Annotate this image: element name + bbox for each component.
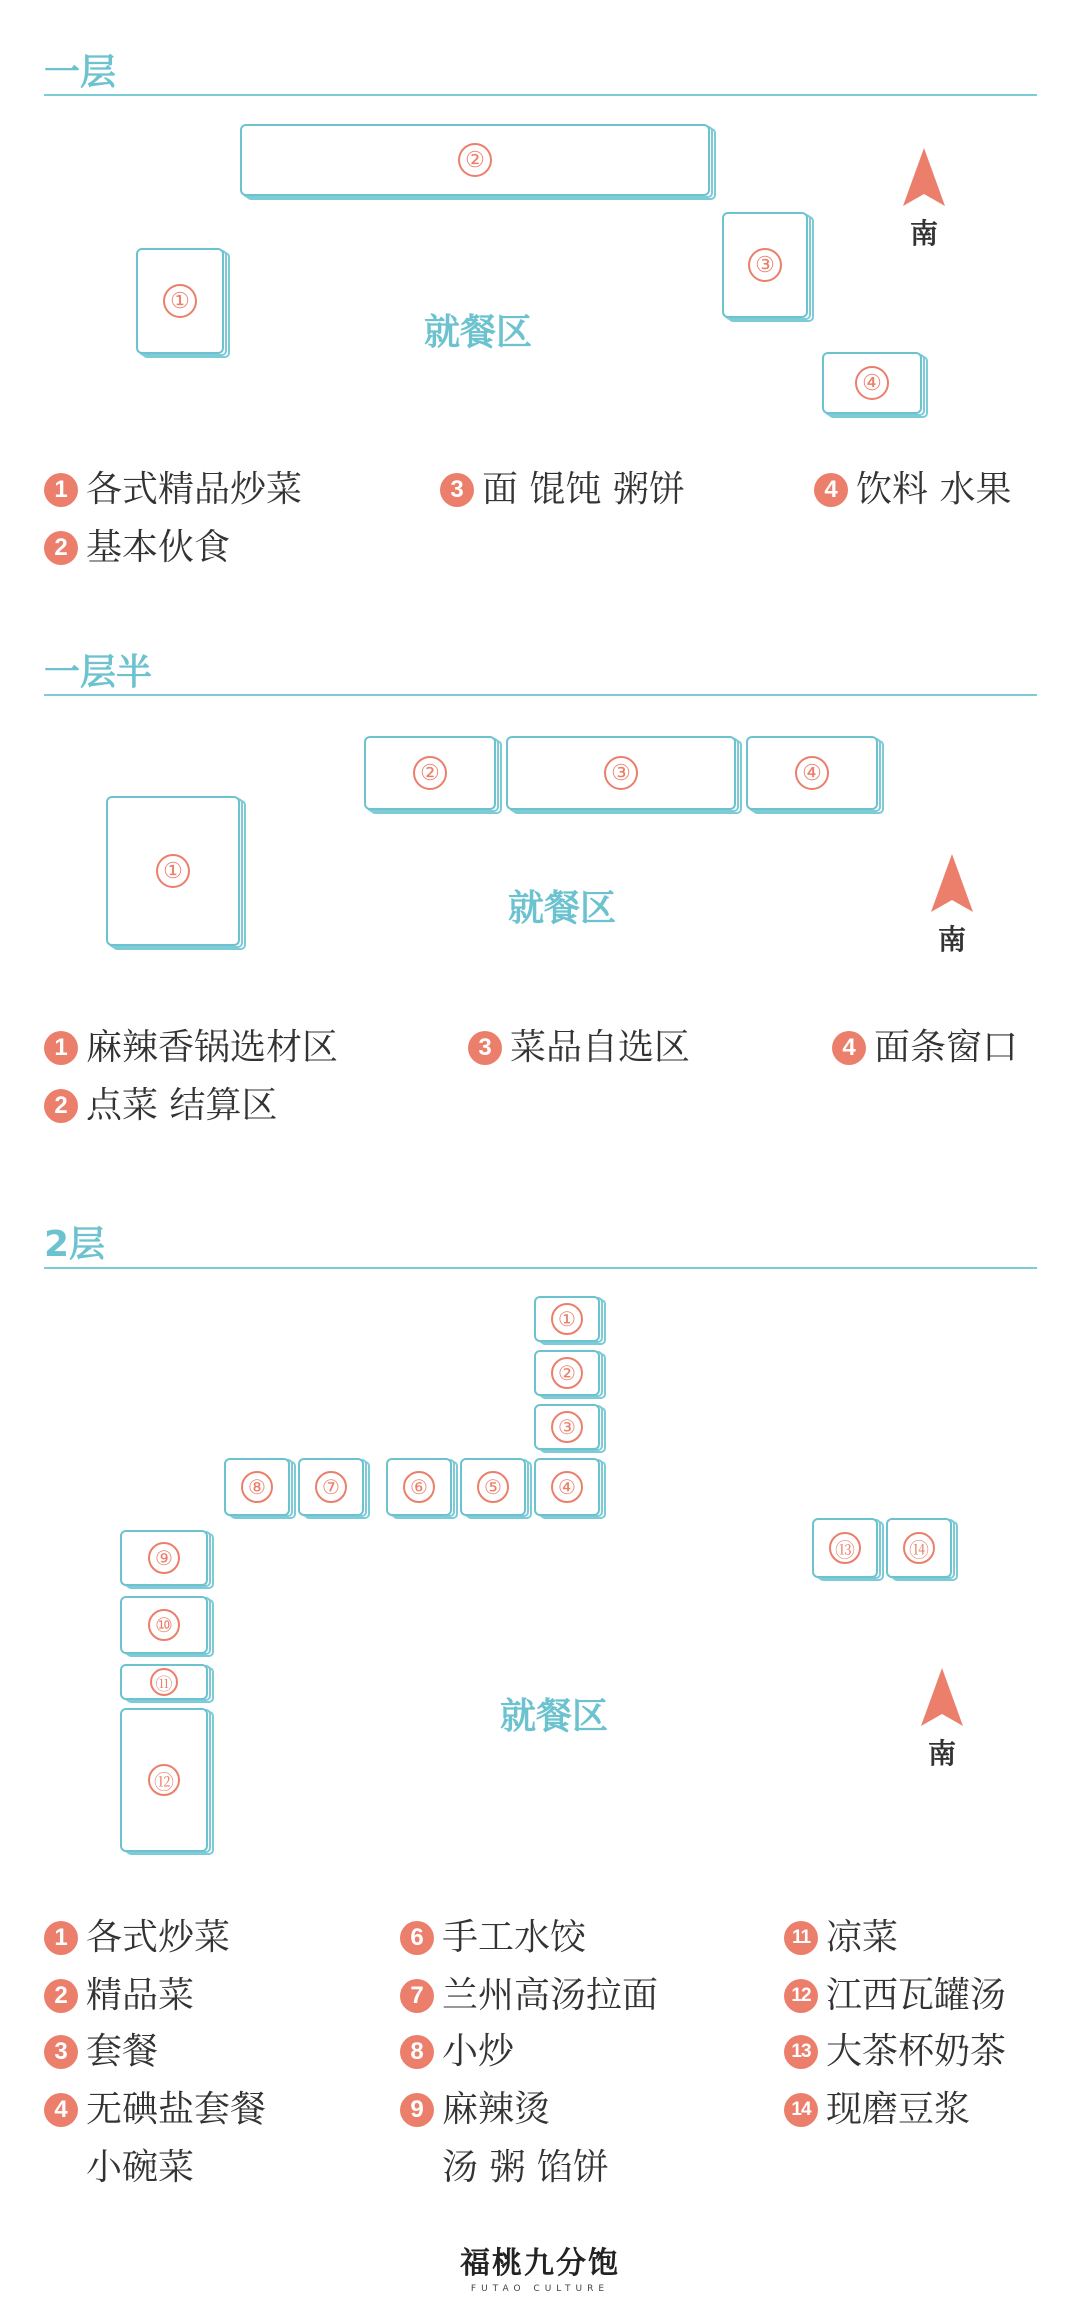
legend-text: 兰州高汤拉面: [442, 1975, 659, 2016]
legend-text: 江西瓦罐汤: [826, 1975, 1007, 2016]
legend-badge: 3: [440, 473, 474, 507]
legend-item-floor2-9: [400, 2090, 609, 2188]
north-arrow-icon: [921, 1668, 963, 1726]
counter-number: ⑦: [315, 1471, 347, 1503]
legend-text: 点菜 结算区: [86, 1085, 278, 1126]
legend-text: 凉菜: [826, 1917, 899, 1958]
legend-item-floor2-1: [44, 1918, 230, 1958]
legend-badge: 3: [44, 2035, 78, 2069]
legend-badge: 4: [814, 473, 848, 507]
legend-text: 基本伙食: [86, 527, 231, 568]
legend-text: 麻辣香锅选材区: [86, 1027, 339, 1068]
legend-text: 大茶杯奶茶: [826, 2031, 1007, 2072]
counter-number: ④: [855, 366, 889, 400]
counter-number: ⑭: [903, 1532, 935, 1564]
legend-text-line2: 小碗菜: [86, 2147, 195, 2188]
logo-text: 福桃九分饱: [460, 2246, 620, 2281]
legend-item-floor2-14: [784, 2090, 970, 2130]
counter-floor2-2: [534, 1350, 600, 1396]
legend-badge: 4: [44, 2093, 78, 2127]
counter-number: ④: [551, 1471, 583, 1503]
brand-logo: [440, 2238, 640, 2294]
legend-text: 手工水饺: [442, 1917, 587, 1958]
legend-item-floor2-11: [784, 1918, 898, 1958]
counter-floor2-10: [120, 1596, 208, 1654]
north-label: 南: [937, 923, 966, 956]
legend-text-line1: 麻辣烫: [442, 2089, 551, 2130]
legend-item-floor2-3: [44, 2032, 158, 2072]
legend-badge: 2: [44, 531, 78, 565]
legend-text-line1: 无碘盐套餐: [86, 2089, 267, 2130]
north-label: 南: [909, 217, 938, 250]
legend-badge: 6: [400, 1921, 434, 1955]
counter-floor2-5: [460, 1458, 526, 1516]
counter-number: ⑤: [477, 1471, 509, 1503]
counter-number: ⑥: [403, 1471, 435, 1503]
counter-number: ③: [604, 756, 638, 790]
dining-area-label: 就餐区: [508, 888, 617, 929]
legend-badge: 3: [468, 1031, 502, 1065]
legend-text: 面 馄饨 粥饼: [482, 469, 685, 510]
counter-floor2-4: [534, 1458, 600, 1516]
counter-floor2-8: [224, 1458, 290, 1516]
counter-floor2-3: [534, 1404, 600, 1450]
legend-badge: 1: [44, 1921, 78, 1955]
legend-badge: 9: [400, 2093, 434, 2127]
legend-badge: 14: [784, 2093, 818, 2127]
legend-badge: 2: [44, 1089, 78, 1123]
legend-text-line2: 汤 粥 馅饼: [442, 2147, 609, 2188]
legend-text: 小炒: [442, 2031, 515, 2072]
north-indicator: [918, 1668, 966, 1772]
legend-text: 菜品自选区: [510, 1027, 691, 1068]
legend-text: 各式精品炒菜: [86, 469, 303, 510]
counter-number: ①: [156, 854, 190, 888]
dining-area-label: 就餐区: [500, 1696, 609, 1737]
legend-text: [86, 2090, 266, 2188]
counter-number: ③: [551, 1411, 583, 1443]
legend-badge: 13: [784, 2035, 818, 2069]
section-title-floor1-5: 一层半: [44, 652, 153, 693]
counter-number: ②: [458, 143, 492, 177]
legend-text: [442, 2090, 609, 2188]
counter-floor2-11: [120, 1664, 208, 1700]
counter-number: ⑬: [829, 1532, 861, 1564]
legend-badge: 7: [400, 1979, 434, 2013]
legend-badge: 4: [832, 1031, 866, 1065]
legend-text: 现磨豆浆: [826, 2089, 971, 2130]
counter-floor2-6: [386, 1458, 452, 1516]
legend-badge: 1: [44, 473, 78, 507]
counter-floor2-9: [120, 1530, 208, 1586]
north-label: 南: [927, 1737, 956, 1770]
counter-number: ⑧: [241, 1471, 273, 1503]
legend-text: 精品菜: [86, 1975, 195, 2016]
legend-text: 面条窗口: [874, 1027, 1019, 1068]
legend-item-floor2-12: [784, 1976, 1006, 2016]
legend-badge: 12: [784, 1979, 818, 2013]
legend-text: 套餐: [86, 2031, 159, 2072]
counter-number: ④: [795, 756, 829, 790]
legend-item-floor2-8: [400, 2032, 514, 2072]
legend-badge: 11: [784, 1921, 818, 1955]
counter-floor2-12: [120, 1708, 208, 1852]
legend-badge: 2: [44, 1979, 78, 2013]
counter-number: ⑪: [150, 1668, 178, 1696]
counter-floor2-14: [886, 1518, 952, 1578]
legend-item-floor2-7: [400, 1976, 658, 2016]
legend-badge: 1: [44, 1031, 78, 1065]
counter-number: ①: [551, 1303, 583, 1335]
legend-item-floor2-2: [44, 1976, 194, 2016]
counter-number: ①: [163, 284, 197, 318]
legend-item-floor2-13: [784, 2032, 1006, 2072]
legend-badge: 8: [400, 2035, 434, 2069]
counter-floor2-13: [812, 1518, 878, 1578]
legend-text: 各式炒菜: [86, 1917, 231, 1958]
legend-item-floor2-6: [400, 1918, 586, 1958]
counter-number: ②: [551, 1357, 583, 1389]
counter-number: ⑨: [148, 1542, 180, 1574]
legend-item-floor2-4: [44, 2090, 266, 2188]
counter-floor2-7: [298, 1458, 364, 1516]
counter-number: ②: [413, 756, 447, 790]
legend-text: 饮料 水果: [856, 469, 1012, 510]
dining-area-label: 就餐区: [424, 312, 533, 353]
section-title-floor1: 一层: [44, 52, 117, 93]
section-title-floor2: 2层: [44, 1224, 106, 1265]
counter-number: ⑩: [148, 1609, 180, 1641]
counter-number: ③: [748, 248, 782, 282]
counter-floor2-1: [534, 1296, 600, 1342]
counter-number: ⑫: [148, 1764, 180, 1796]
logo-subtext: FUTAO CULTURE: [470, 2284, 610, 2294]
